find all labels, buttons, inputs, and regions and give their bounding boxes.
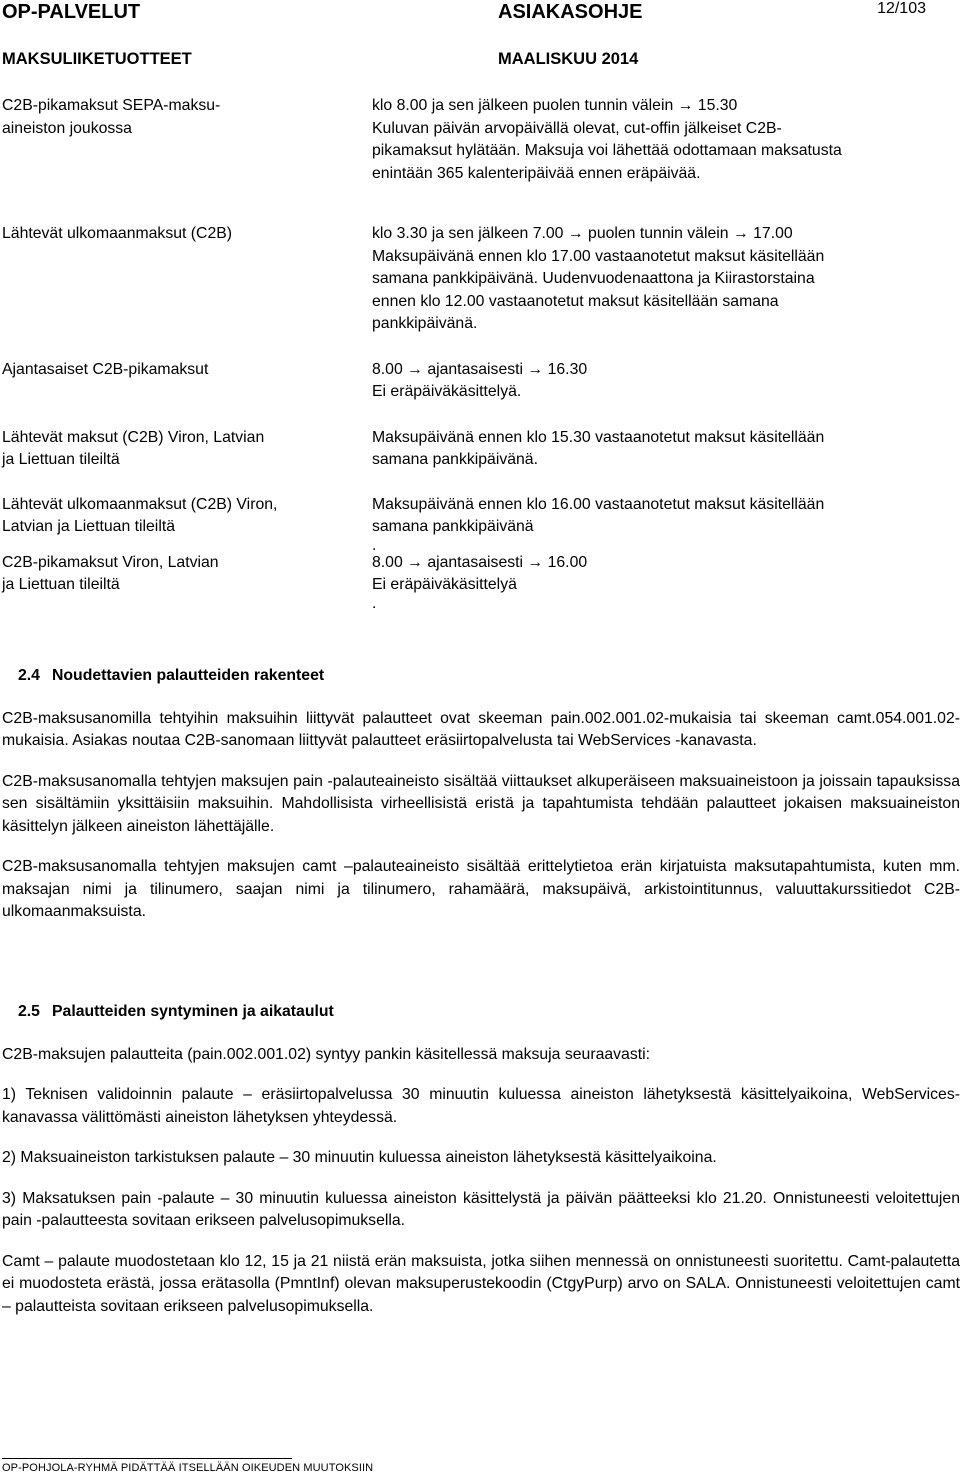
paragraph: C2B-maksusanomalla tehtyjen maksujen camt –palauteaineisto sisältää erittelytietoa erän kirjatuista maksutapahtumista, kuten mm. maksajan nimi ja tilinumero, saajan nimi ja tilinumero, rahamäärä, maksupäivä, arkistointitunnus, valuuttakurssitiedot C2B-ulkomaanmaksuista.: [2, 858, 960, 920]
label-line: C2B-pikamaksut SEPA-maksu-: [2, 97, 221, 114]
label-line: C2B-pikamaksut Viron, Latvian: [2, 553, 219, 571]
label-line: ja Liettuan tileiltä: [2, 576, 120, 593]
value-line: samana pankkipäivänä. Uudenvuodenaattona ja Kiirastorstaina: [372, 270, 815, 287]
row-label: [2, 494, 372, 553]
section-2-5: [2, 1001, 960, 1318]
value-line: klo 3.30 ja sen jälkeen 7.00 → puolen tunnin välein → 17.00: [372, 225, 793, 242]
value-line: .: [372, 594, 377, 612]
doc-type: ASIAKASOHJE: [498, 1, 643, 23]
value-line: klo 8.00 ja sen jälkeen puolen tunnin välein → 15.30: [372, 97, 738, 114]
value-line: ennen klo 12.00 vastaanotetut maksut käsitellään samana: [372, 292, 779, 310]
row-label: [2, 427, 372, 472]
doc-date: MAALISKUU 2014: [498, 50, 639, 68]
section-number: 2.4: [18, 667, 40, 684]
table-row: [2, 427, 958, 472]
schedule-table: [2, 95, 958, 611]
page-number: 12/103: [877, 0, 926, 17]
value-line: enintään 365 kalenteripäivää ennen eräpäivää.: [372, 164, 701, 182]
label-line: Lähtevät ulkomaanmaksut (C2B): [2, 225, 233, 242]
row-value: [372, 552, 958, 611]
value-line: Kuluvan päivän arvopäivällä olevat, cut-offin jälkeiset C2B-: [372, 119, 782, 137]
table-row: [2, 494, 958, 553]
section-heading: [2, 665, 960, 688]
label-line: aineiston joukossa: [2, 119, 132, 137]
paragraph: 3) Maksatuksen pain -palaute – 30 minuutin kuluessa aineiston käsittelystä ja päivän päätteeksi klo 21.20. Onnistuneesti veloitettujen pain -palautteesta sovitaan erikseen palvelusopimuksella.: [2, 1189, 960, 1229]
label-line: Latvian ja Liettuan tileiltä: [2, 518, 176, 535]
value-line: pikamaksut hylätään. Maksuja voi lähettää odottamaan maksatusta: [372, 142, 842, 159]
value-line: Maksupäivänä ennen klo 15.30 vastaanotetut maksut käsitellään: [372, 428, 825, 446]
paragraph: Camt – palaute muodostetaan klo 12, 15 ja 21 niistä erän maksuista, jotka siihen mennessä on onnistuneesti suoritettu. Camt-palautetta ei muodosteta erästä, jossa erätasolla (PmntInf) olevan maksuperustekoodin (CtgyPurp) arvo on SALA. Onnistuneesti veloitettujen camt – palautteista sovitaan erikseen palvelusopimuksella.: [2, 1252, 960, 1315]
value-line: 8.00 → ajantasaisesti → 16.00: [372, 553, 588, 571]
row-value: [372, 494, 958, 553]
table-row: [2, 95, 958, 185]
value-line: samana pankkipäivänä.: [372, 451, 538, 468]
value-line: pankkipäivänä.: [372, 315, 478, 332]
value-line: Maksupäivänä ennen klo 17.00 vastaanotetut maksut käsitellään: [372, 247, 825, 265]
row-label: [2, 552, 372, 611]
footer-disclaimer: OP-POHJOLA-RYHMÄ PIDÄTTÄÄ ITSELLÄÄN OIKEUDEN MUUTOKSIIN: [2, 1462, 374, 1474]
row-label: [2, 95, 372, 185]
table-row: [2, 552, 958, 611]
paragraph: 2) Maksuaineiston tarkistuksen palaute – 30 minuutin kuluessa aineiston lähetyksestä käsittelyaikoina.: [2, 1149, 717, 1166]
doc-category: OP-PALVELUT: [2, 1, 141, 23]
label-line: Lähtevät ulkomaanmaksut (C2B) Viron,: [2, 495, 278, 513]
footer-divider: [2, 1458, 292, 1459]
label-line: Ajantasaiset C2B-pikamaksut: [2, 360, 209, 378]
doc-subcategory: MAKSULIIKETUOTTEET: [2, 50, 192, 68]
value-line: samana pankkipäivänä: [372, 518, 534, 535]
value-line: 8.00 → ajantasaisesti → 16.30: [372, 360, 588, 378]
row-value: [372, 427, 958, 472]
label-line: ja Liettuan tileiltä: [2, 451, 120, 468]
row-value: [372, 223, 958, 336]
paragraph: C2B-maksujen palautteita (pain.002.001.02) syntyy pankin käsitellessä maksuja seuraavasti:: [2, 1045, 651, 1063]
value-line: Ei eräpäiväkäsittelyä.: [372, 383, 522, 400]
value-line: .: [372, 536, 377, 554]
table-row: [2, 359, 958, 404]
section-heading: [2, 1001, 960, 1024]
section-number: 2.5: [18, 1003, 40, 1020]
section-title: Palautteiden syntyminen ja aikataulut: [52, 1003, 334, 1020]
table-row: [2, 223, 958, 336]
row-label: [2, 359, 370, 404]
row-value: [372, 95, 958, 185]
section-2-4: [2, 665, 960, 924]
row-label: [2, 223, 372, 336]
paragraph: C2B-maksusanomalla tehtyjen maksujen pain -palauteaineisto sisältää viittaukset alkuperäiseen maksuaineistoon ja joissain tapauksissa sen sisältämiin yksittäisiin maksuihin. Mahdollisista virheellisistä eristä ja tapahtumista tehdään palautteet jokaisen maksuaineiston käsittelyn jälkeen aineiston lähettäjälle.: [2, 772, 960, 835]
value-line: Maksupäivänä ennen klo 16.00 vastaanotetut maksut käsitellään: [372, 495, 825, 513]
label-line: Lähtevät maksut (C2B) Viron, Latvian: [2, 428, 265, 446]
paragraph: C2B-maksusanomilla tehtyihin maksuihin liittyvät palautteet ovat skeeman pain.002.001.02-mukaisia tai skeeman camt.054.001.02-mukaisia. Asiakas noutaa C2B-sanomaan liittyvät palautteet eräsiirtopalvelusta tai WebServices -kanavasta.: [2, 709, 960, 749]
section-title: Noudettavien palautteiden rakenteet: [52, 667, 325, 684]
value-line: Ei eräpäiväkäsittelyä: [372, 576, 517, 593]
row-value: [372, 359, 958, 404]
paragraph: 1) Teknisen validoinnin palaute – eräsiirtopalvelussa 30 minuutin kuluessa aineiston lähetyksestä käsittelyaikoina, WebServices-kanavassa välittömästi aineiston lähetyksen yhteydessä.: [2, 1086, 960, 1126]
